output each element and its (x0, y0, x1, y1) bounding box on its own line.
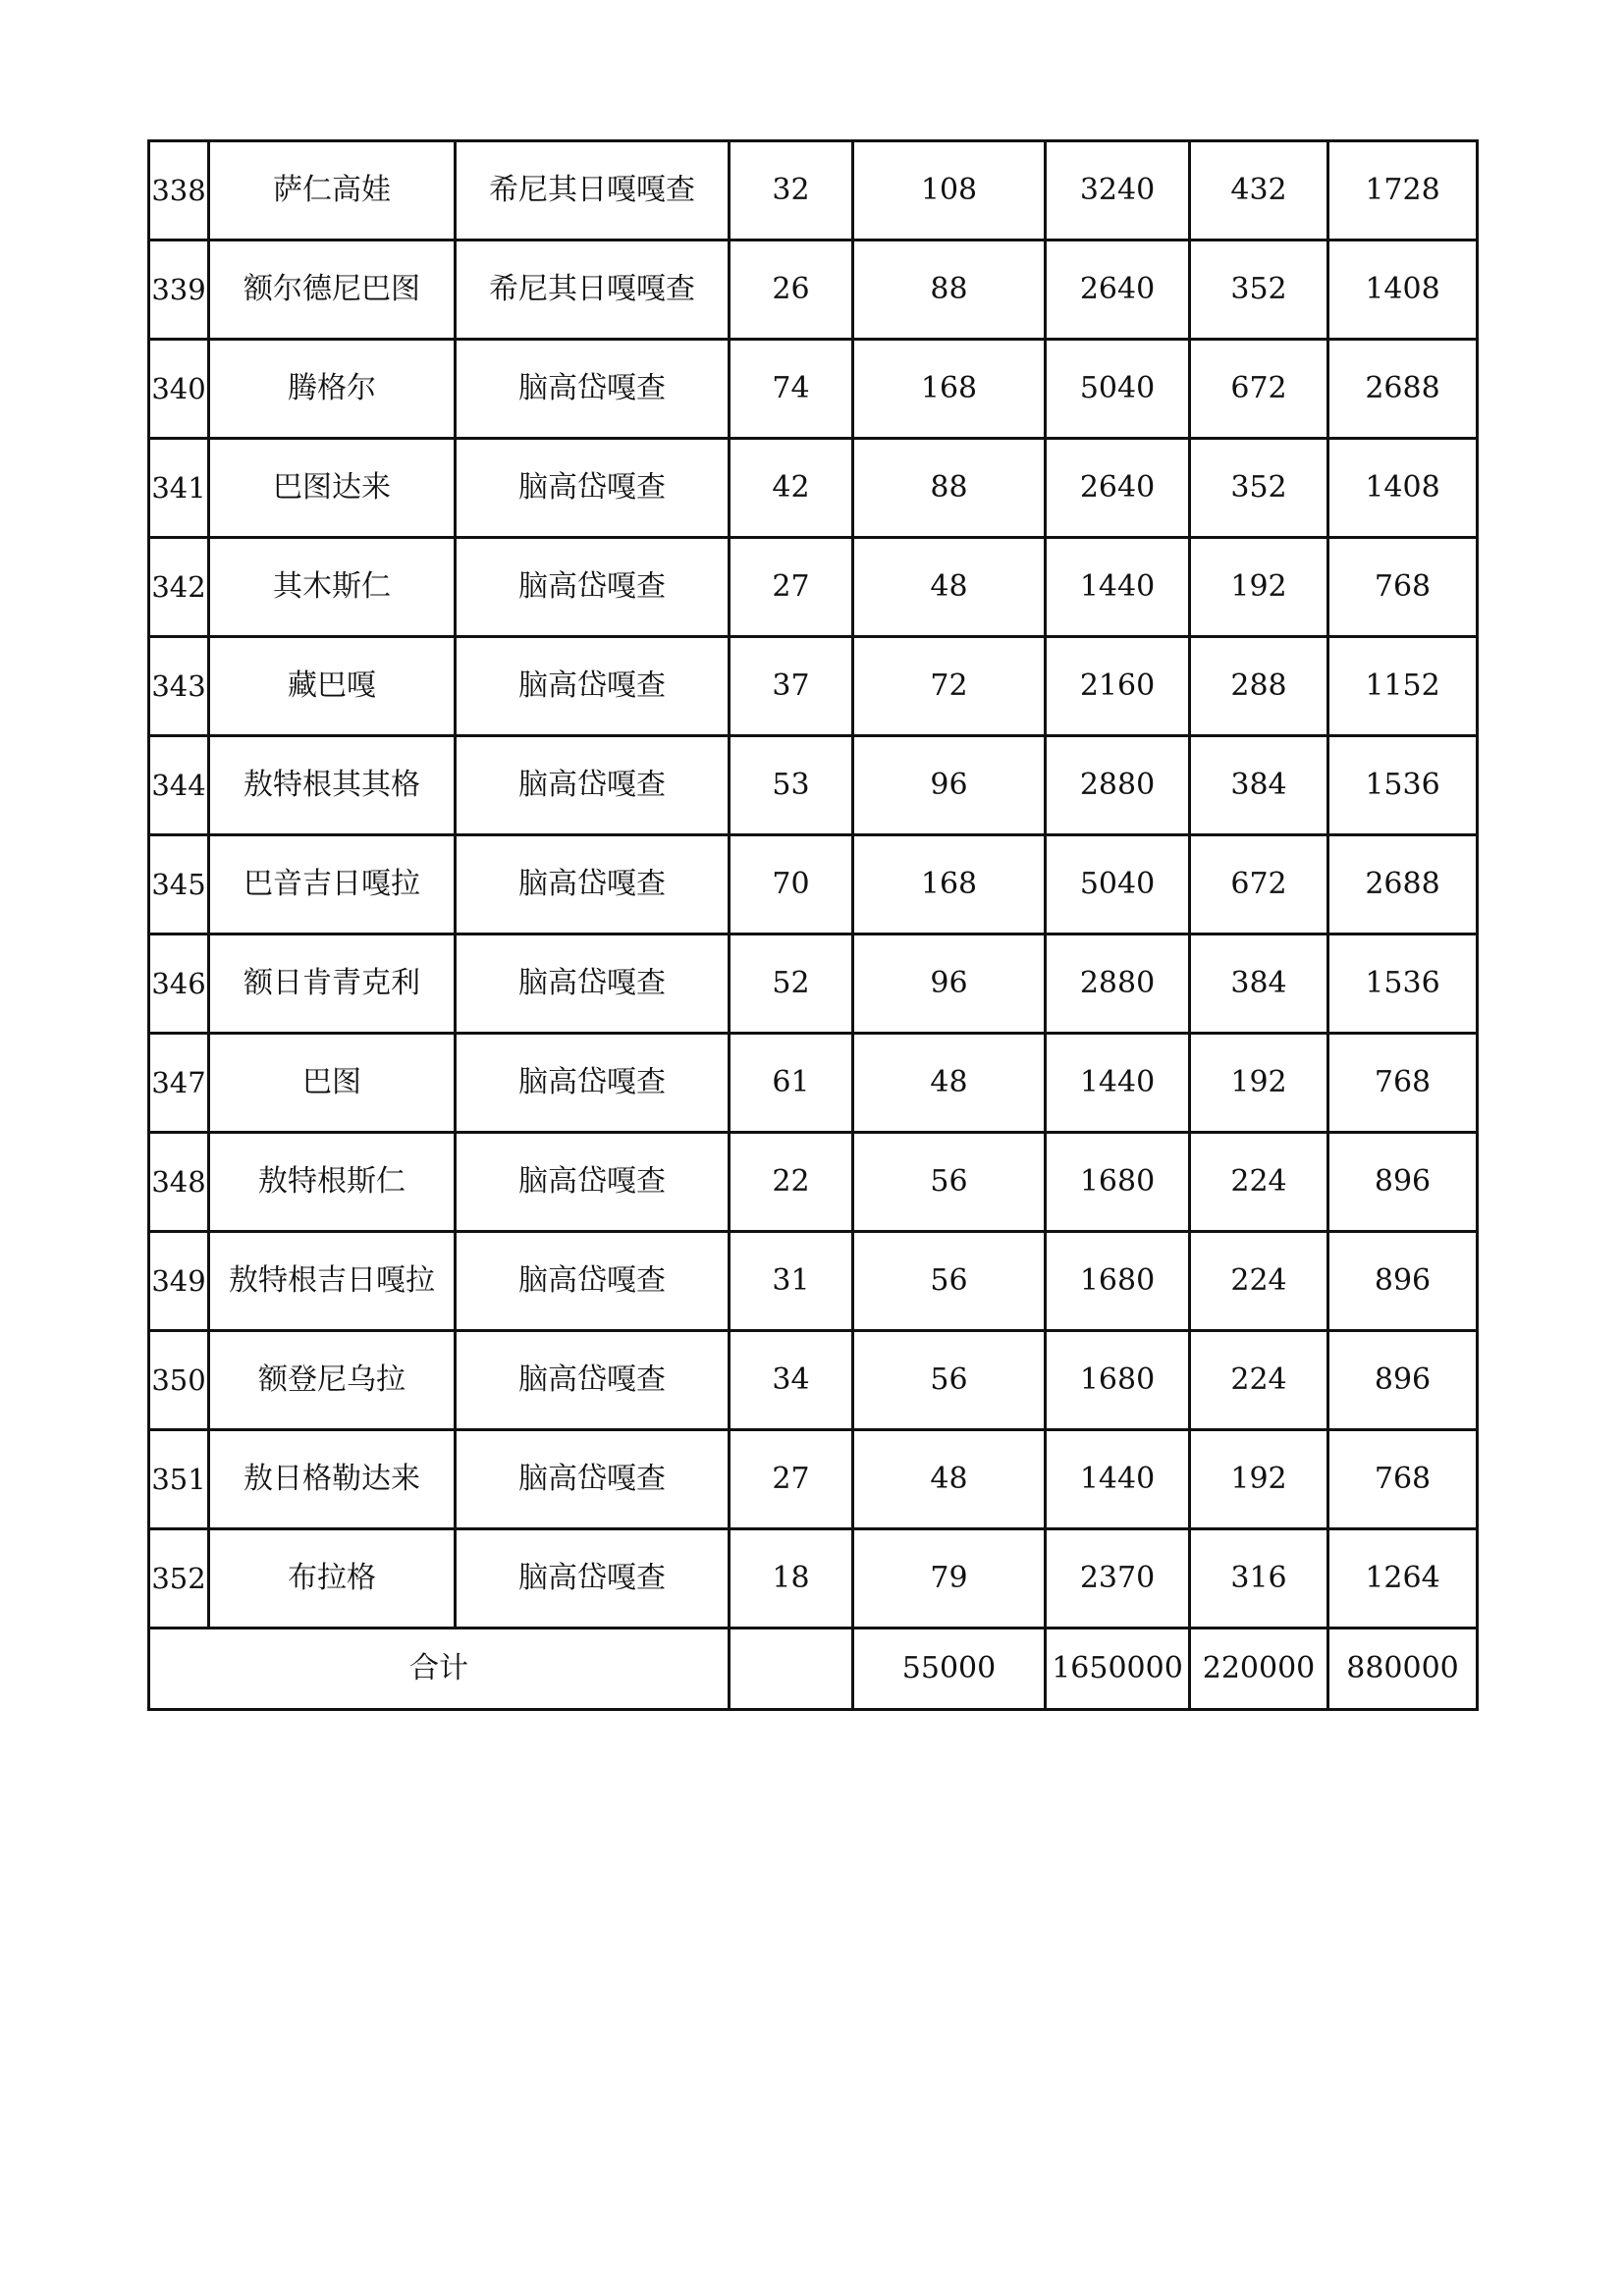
value-cell-c7: 224 (1190, 1232, 1328, 1331)
value-cell-c7: 288 (1190, 637, 1328, 736)
value-cell-c4: 37 (730, 637, 853, 736)
value-cell-c5: 96 (853, 934, 1046, 1034)
group-cell: 希尼其日嘎嘎查 (456, 141, 730, 240)
row-number-cell: 350 (149, 1331, 209, 1430)
table-row (149, 538, 1478, 637)
total-cell-c5: 55000 (853, 1629, 1046, 1710)
value-cell-c8: 896 (1328, 1331, 1478, 1430)
value-cell-c4: 42 (730, 439, 853, 538)
group-cell: 脑高岱嘎查 (456, 835, 730, 934)
value-cell-c4: 32 (730, 141, 853, 240)
row-number-cell: 351 (149, 1430, 209, 1529)
value-cell-c5: 48 (853, 1034, 1046, 1133)
value-cell-c7: 224 (1190, 1331, 1328, 1430)
value-cell-c7: 672 (1190, 340, 1328, 439)
table-row (149, 340, 1478, 439)
table-row (149, 934, 1478, 1034)
value-cell-c8: 1408 (1328, 439, 1478, 538)
row-number-cell: 341 (149, 439, 209, 538)
name-cell: 布拉格 (209, 1529, 456, 1629)
value-cell-c7: 316 (1190, 1529, 1328, 1629)
value-cell-c6: 1440 (1046, 1430, 1190, 1529)
total-cell-c7: 220000 (1190, 1629, 1328, 1710)
table-body (149, 141, 1478, 1629)
value-cell-c7: 384 (1190, 934, 1328, 1034)
value-cell-c4: 31 (730, 1232, 853, 1331)
value-cell-c6: 1680 (1046, 1133, 1190, 1232)
value-cell-c4: 53 (730, 736, 853, 835)
group-cell: 希尼其日嘎嘎查 (456, 240, 730, 340)
value-cell-c4: 52 (730, 934, 853, 1034)
name-cell: 敖特根吉日嘎拉 (209, 1232, 456, 1331)
group-cell: 脑高岱嘎查 (456, 1331, 730, 1430)
name-cell: 敖特根斯仁 (209, 1133, 456, 1232)
value-cell-c6: 2160 (1046, 637, 1190, 736)
table-row (149, 1232, 1478, 1331)
table-row (149, 1133, 1478, 1232)
total-cell-c4 (730, 1629, 853, 1710)
row-number-cell: 345 (149, 835, 209, 934)
value-cell-c5: 48 (853, 538, 1046, 637)
value-cell-c7: 224 (1190, 1133, 1328, 1232)
value-cell-c5: 168 (853, 340, 1046, 439)
row-number-cell: 344 (149, 736, 209, 835)
table-row (149, 1430, 1478, 1529)
table-row (149, 141, 1478, 240)
value-cell-c7: 384 (1190, 736, 1328, 835)
group-cell: 脑高岱嘎查 (456, 538, 730, 637)
row-number-cell: 342 (149, 538, 209, 637)
total-cell-c8: 880000 (1328, 1629, 1478, 1710)
value-cell-c5: 79 (853, 1529, 1046, 1629)
value-cell-c6: 1440 (1046, 1034, 1190, 1133)
group-cell: 脑高岱嘎查 (456, 637, 730, 736)
total-row (149, 1629, 1478, 1710)
value-cell-c4: 61 (730, 1034, 853, 1133)
group-cell: 脑高岱嘎查 (456, 736, 730, 835)
value-cell-c5: 108 (853, 141, 1046, 240)
value-cell-c6: 1680 (1046, 1232, 1190, 1331)
value-cell-c7: 192 (1190, 1430, 1328, 1529)
row-number-cell: 340 (149, 340, 209, 439)
value-cell-c4: 22 (730, 1133, 853, 1232)
value-cell-c5: 48 (853, 1430, 1046, 1529)
group-cell: 脑高岱嘎查 (456, 1034, 730, 1133)
value-cell-c4: 18 (730, 1529, 853, 1629)
value-cell-c5: 72 (853, 637, 1046, 736)
table-footer (149, 1629, 1478, 1710)
total-cell-c6: 1650000 (1046, 1629, 1190, 1710)
value-cell-c4: 34 (730, 1331, 853, 1430)
name-cell: 额尔德尼巴图 (209, 240, 456, 340)
group-cell: 脑高岱嘎查 (456, 340, 730, 439)
table-row (149, 439, 1478, 538)
value-cell-c6: 2880 (1046, 736, 1190, 835)
value-cell-c6: 2640 (1046, 439, 1190, 538)
table-row (149, 835, 1478, 934)
value-cell-c5: 56 (853, 1232, 1046, 1331)
name-cell: 额登尼乌拉 (209, 1331, 456, 1430)
row-number-cell: 349 (149, 1232, 209, 1331)
table-row (149, 736, 1478, 835)
group-cell: 脑高岱嘎查 (456, 1430, 730, 1529)
row-number-cell: 338 (149, 141, 209, 240)
group-cell: 脑高岱嘎查 (456, 1529, 730, 1629)
value-cell-c7: 192 (1190, 538, 1328, 637)
value-cell-c5: 88 (853, 439, 1046, 538)
row-number-cell: 339 (149, 240, 209, 340)
value-cell-c8: 768 (1328, 1430, 1478, 1529)
total-label: 合计 (149, 1629, 730, 1710)
name-cell: 萨仁高娃 (209, 141, 456, 240)
value-cell-c8: 896 (1328, 1232, 1478, 1331)
name-cell: 其木斯仁 (209, 538, 456, 637)
value-cell-c4: 27 (730, 1430, 853, 1529)
group-cell: 脑高岱嘎查 (456, 1232, 730, 1331)
value-cell-c6: 1440 (1046, 538, 1190, 637)
value-cell-c8: 1536 (1328, 736, 1478, 835)
value-cell-c8: 1536 (1328, 934, 1478, 1034)
value-cell-c6: 2370 (1046, 1529, 1190, 1629)
value-cell-c7: 352 (1190, 439, 1328, 538)
value-cell-c8: 2688 (1328, 835, 1478, 934)
table-row (149, 240, 1478, 340)
table-row (149, 1034, 1478, 1133)
value-cell-c8: 1408 (1328, 240, 1478, 340)
value-cell-c7: 352 (1190, 240, 1328, 340)
value-cell-c6: 5040 (1046, 340, 1190, 439)
value-cell-c6: 1680 (1046, 1331, 1190, 1430)
value-cell-c8: 768 (1328, 1034, 1478, 1133)
value-cell-c7: 192 (1190, 1034, 1328, 1133)
row-number-cell: 348 (149, 1133, 209, 1232)
value-cell-c8: 1152 (1328, 637, 1478, 736)
table-row (149, 1529, 1478, 1629)
table-row (149, 1331, 1478, 1430)
name-cell: 巴音吉日嘎拉 (209, 835, 456, 934)
value-cell-c6: 2880 (1046, 934, 1190, 1034)
value-cell-c5: 56 (853, 1133, 1046, 1232)
row-number-cell: 352 (149, 1529, 209, 1629)
row-number-cell: 343 (149, 637, 209, 736)
value-cell-c8: 1264 (1328, 1529, 1478, 1629)
data-table-container (147, 139, 1476, 1711)
value-cell-c4: 27 (730, 538, 853, 637)
value-cell-c5: 56 (853, 1331, 1046, 1430)
value-cell-c4: 74 (730, 340, 853, 439)
value-cell-c4: 70 (730, 835, 853, 934)
value-cell-c8: 1728 (1328, 141, 1478, 240)
value-cell-c8: 2688 (1328, 340, 1478, 439)
value-cell-c8: 896 (1328, 1133, 1478, 1232)
name-cell: 额日肯青克利 (209, 934, 456, 1034)
row-number-cell: 347 (149, 1034, 209, 1133)
row-number-cell: 346 (149, 934, 209, 1034)
table-row (149, 637, 1478, 736)
group-cell: 脑高岱嘎查 (456, 1133, 730, 1232)
value-cell-c6: 3240 (1046, 141, 1190, 240)
name-cell: 藏巴嘎 (209, 637, 456, 736)
value-cell-c8: 768 (1328, 538, 1478, 637)
data-table (147, 139, 1479, 1711)
value-cell-c6: 2640 (1046, 240, 1190, 340)
name-cell: 腾格尔 (209, 340, 456, 439)
name-cell: 巴图 (209, 1034, 456, 1133)
name-cell: 巴图达来 (209, 439, 456, 538)
name-cell: 敖特根其其格 (209, 736, 456, 835)
value-cell-c5: 168 (853, 835, 1046, 934)
group-cell: 脑高岱嘎查 (456, 934, 730, 1034)
value-cell-c5: 88 (853, 240, 1046, 340)
group-cell: 脑高岱嘎查 (456, 439, 730, 538)
value-cell-c5: 96 (853, 736, 1046, 835)
value-cell-c7: 672 (1190, 835, 1328, 934)
name-cell: 敖日格勒达来 (209, 1430, 456, 1529)
value-cell-c7: 432 (1190, 141, 1328, 240)
value-cell-c6: 5040 (1046, 835, 1190, 934)
value-cell-c4: 26 (730, 240, 853, 340)
